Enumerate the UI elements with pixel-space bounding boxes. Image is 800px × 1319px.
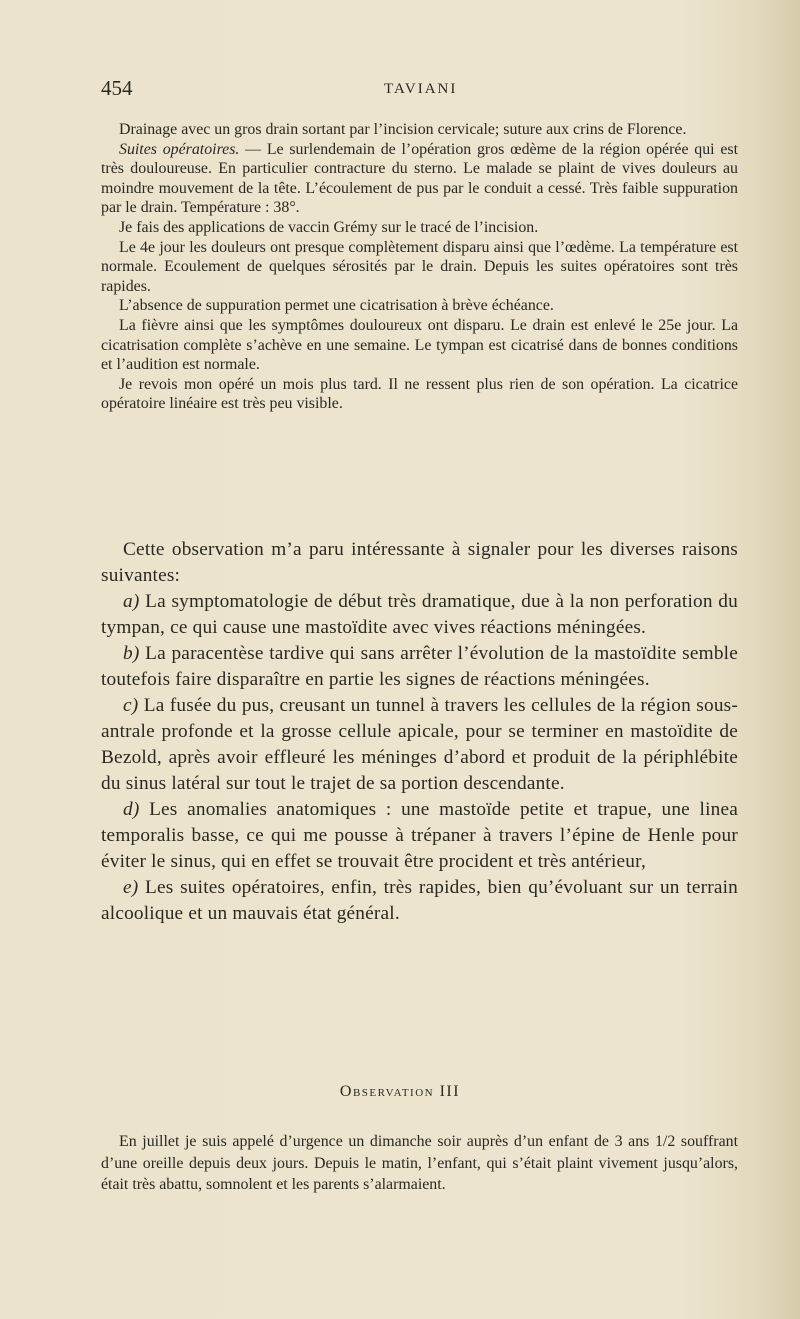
list-item: c) La fusée du pus, creusant un tunnel à travers les cellules de la région sous-antrale profonde et la grosse cellule apicale, pour se terminer en mastoïdite de Bezold, après avoir effleuré les méninges d’abord et produit de la périphlébite du sinus latéral sur tout le trajet de sa portion descendante. [101, 695, 738, 794]
commentary [101, 537, 738, 927]
list-item: d) Les anomalies anatomiques : une mastoïde petite et trapue, une linea temporalis basse, ce qui me pousse à trépaner à travers l’épine de Henle pour éviter le sinus, qui en effet se trouvait être procident et très antérieur, [101, 799, 738, 872]
paragraph: Drainage avec un gros drain sortant par l’incision cervicale; suture aux crins de Florence. [119, 121, 687, 138]
subheading: Suites opératoires. [119, 140, 240, 158]
section-heading: Observation III [339, 1083, 461, 1100]
page-number: 454 [101, 76, 133, 100]
commentary-intro: Cette observation m’a paru intéressante à signaler pour les diverses raisons suivantes: [101, 539, 738, 586]
item-label: b) [123, 643, 140, 664]
list-item: b) La paracentèse tardive qui sans arrêter l’évolution de la mastoïdite semble toutefois faire disparaître en partie les signes de réactions méningées. [101, 643, 738, 690]
page-header [101, 76, 741, 106]
paragraph: La fièvre ainsi que les symptômes douloureux ont disparu. Le drain est enlevé le 25e jour. La cicatrisation complète s’achève en une semaine. Le tympan est cicatrisé dans de bonnes conditions et l’audition est normale. [101, 316, 738, 374]
item-label: d) [123, 799, 140, 820]
paragraph: Le 4e jour les douleurs ont presque complètement disparu ainsi que l’œdème. La température est normale. Ecoulement de quelques sérosités par le drain. Depuis les suites opératoires sont très rapides. [101, 238, 738, 295]
item-label: a) [123, 591, 140, 612]
list-item: a) La symptomatologie de début très dramatique, due à la non perforation du tympan, ce qui cause une mastoïdite avec vives réactions méningées. [101, 591, 738, 638]
item-label: e) [123, 877, 139, 898]
running-head: TAVIANI [384, 81, 458, 97]
paragraph: Je fais des applications de vaccin Grémy sur le tracé de l’incision. [119, 218, 539, 236]
paragraph: En juillet je suis appelé d’urgence un dimanche soir auprès d’un enfant de 3 ans 1/2 souffrant d’une oreille depuis deux jours. Depuis le matin, l’enfant, qui s’était plaint vivement jusqu’alors, était très abattu, somnolent et les parents s’alarmaient. [101, 1133, 738, 1193]
paragraph: L’absence de suppuration permet une cicatrisation à brève échéance. [119, 297, 554, 315]
paragraph: Suites opératoires. — Le surlendemain de l’opération gros œdème de la région opérée qui est très douloureuse. En particulier contracture du sterno. Le malade se plaint de vives douleurs au moindre mouvement de la tête. L’écoulement de pus par le conduit a cessé. Très faible suppuration par le drain. Température : 38°. [101, 140, 738, 217]
case-notes [101, 120, 738, 414]
paragraph: Je revois mon opéré un mois plus tard. Il ne ressent plus rien de son opération. La cicatrice opératoire linéaire est très peu visible. [101, 375, 738, 413]
item-label: c) [123, 695, 139, 716]
list-item: e) Les suites opératoires, enfin, très rapides, bien qu’évoluant sur un terrain alcoolique et un mauvais état général. [101, 877, 738, 924]
observation-text [101, 1131, 738, 1196]
